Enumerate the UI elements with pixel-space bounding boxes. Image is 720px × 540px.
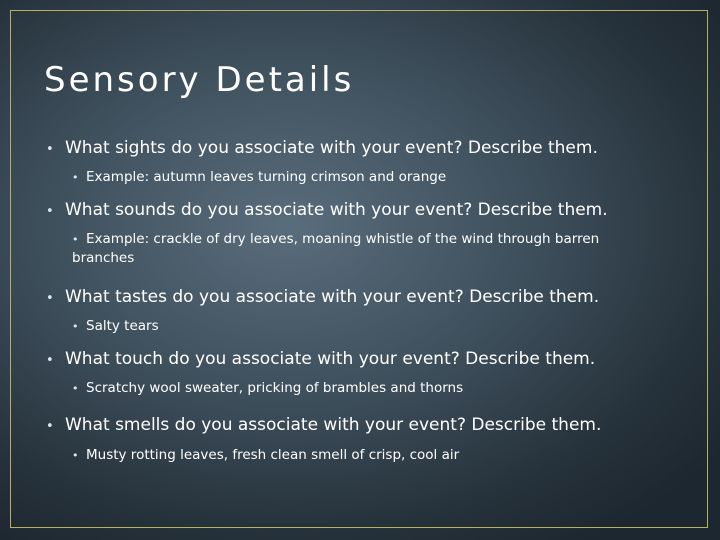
bullet-sounds — [46, 199, 608, 223]
bullet-marker: • — [46, 204, 54, 219]
bullet-smells — [46, 414, 601, 438]
sub-bullet-touch — [72, 379, 463, 398]
bullet-text: What sights do you associate with your event? Describe them. — [65, 138, 598, 158]
sub-bullet-tastes — [72, 317, 159, 336]
bullet-text: What smells do you associate with your event? Describe them. — [65, 415, 602, 435]
bullet-touch — [46, 348, 595, 372]
sub-bullet-text: Example: autumn leaves turning crimson and orange — [86, 169, 447, 185]
bullet-marker: • — [46, 142, 54, 157]
bullet-marker: • — [46, 353, 54, 368]
bullet-tastes — [46, 286, 599, 310]
sub-bullet-marker: • — [72, 233, 79, 246]
sub-bullet-text: Scratchy wool sweater, pricking of brambles and thorns — [86, 380, 464, 396]
sub-bullet-text: Musty rotting leaves, fresh clean smell of crisp, cool air — [86, 447, 460, 463]
sub-bullet-sights — [72, 168, 446, 187]
bullet-sights — [46, 137, 598, 161]
bullet-marker: • — [46, 419, 54, 434]
bullet-text: What sounds do you associate with your event? Describe them. — [65, 200, 608, 220]
bullet-text: What tastes do you associate with your event? Describe them. — [65, 287, 600, 307]
sub-bullet-marker: • — [72, 171, 79, 184]
sub-bullet-marker: • — [72, 449, 79, 462]
slide-title: Sensory Details — [44, 60, 355, 100]
sub-bullet-marker: • — [72, 382, 79, 395]
sub-bullet-text: Example: crackle of dry leaves, moaning whistle of the wind through barren branches — [72, 231, 600, 266]
bullet-text: What touch do you associate with your event? Describe them. — [65, 349, 596, 369]
bullet-marker: • — [46, 291, 54, 306]
sub-bullet-marker: • — [72, 320, 79, 333]
sub-bullet-sounds — [72, 230, 632, 267]
sub-bullet-text: Salty tears — [86, 318, 159, 334]
sub-bullet-smells — [72, 446, 459, 465]
